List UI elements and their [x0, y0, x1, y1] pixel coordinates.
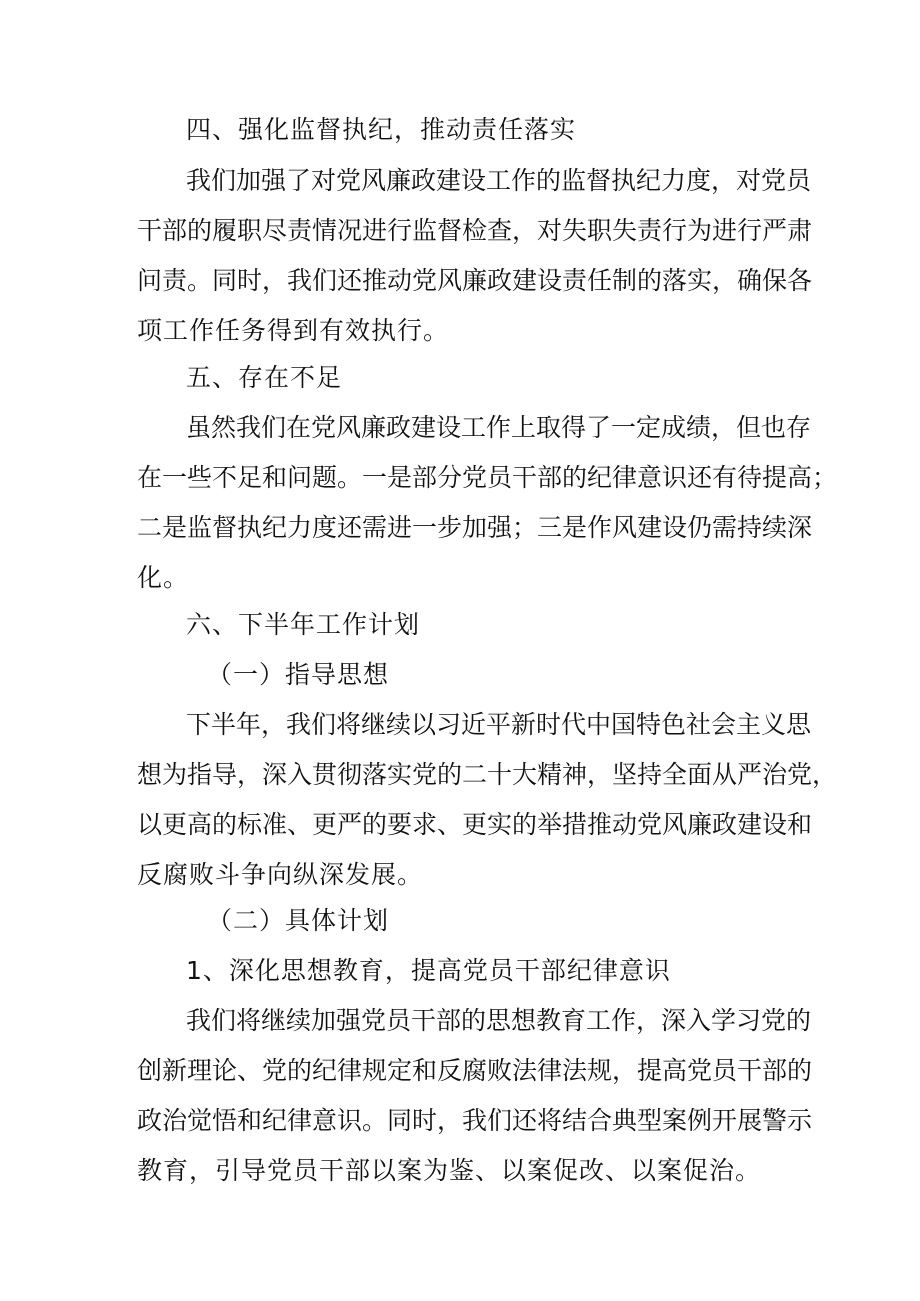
paragraph-line: 在一些不足和问题。一是部分党员干部的纪律意识还有待提高； — [137, 463, 838, 492]
subheading-specific-plan: （二）具体计划 — [207, 906, 390, 935]
paragraph-line: 干部的履职尽责情况进行监督检查，对失职失责行为进行严肃 — [137, 216, 813, 245]
heading-section-4: 四、强化监督执纪，推动责任落实 — [186, 115, 577, 144]
paragraph-line: 二是监督执纪力度还需进一步加强；三是作风建设仍需持续深 — [137, 513, 813, 542]
paragraph-line: 想为指导，深入贯彻落实党的二十大精神，坚持全面从严治党， — [137, 760, 838, 789]
paragraph-line: 以更高的标准、更严的要求、更实的举措推动党风廉政建设和 — [137, 810, 813, 839]
heading-item-1: 1、深化思想教育，提高党员干部纪律意识 — [186, 956, 671, 985]
paragraph-line: 我们将继续加强党员干部的思想教育工作，深入学习党的 — [186, 1006, 812, 1035]
paragraph-line: 项工作任务得到有效执行。 — [137, 316, 450, 345]
paragraph-line: 政治觉悟和纪律意识。同时，我们还将结合典型案例开展警示 — [137, 1106, 813, 1135]
heading-section-6: 六、下半年工作计划 — [186, 610, 421, 639]
paragraph-line: 反腐败斗争向纵深发展。 — [137, 860, 424, 889]
paragraph-line: 虽然我们在党风廉政建设工作上取得了一定成绩，但也存 — [186, 413, 812, 442]
subheading-guiding-thought: （一）指导思想 — [207, 660, 390, 689]
paragraph-line: 创新理论、党的纪律规定和反腐败法律法规，提高党员干部的 — [137, 1056, 813, 1085]
heading-section-5: 五、存在不足 — [186, 363, 343, 392]
paragraph-line: 问责。同时，我们还推动党风廉政建设责任制的落实，确保各 — [137, 266, 813, 295]
paragraph-line: 教育，引导党员干部以案为鉴、以案促改、以案促治。 — [137, 1156, 762, 1185]
paragraph-line: 化。 — [137, 563, 190, 592]
paragraph-line: 下半年，我们将继续以习近平新时代中国特色社会主义思 — [186, 710, 812, 739]
paragraph-line: 我们加强了对党风廉政建设工作的监督执纪力度，对党员 — [186, 166, 812, 195]
